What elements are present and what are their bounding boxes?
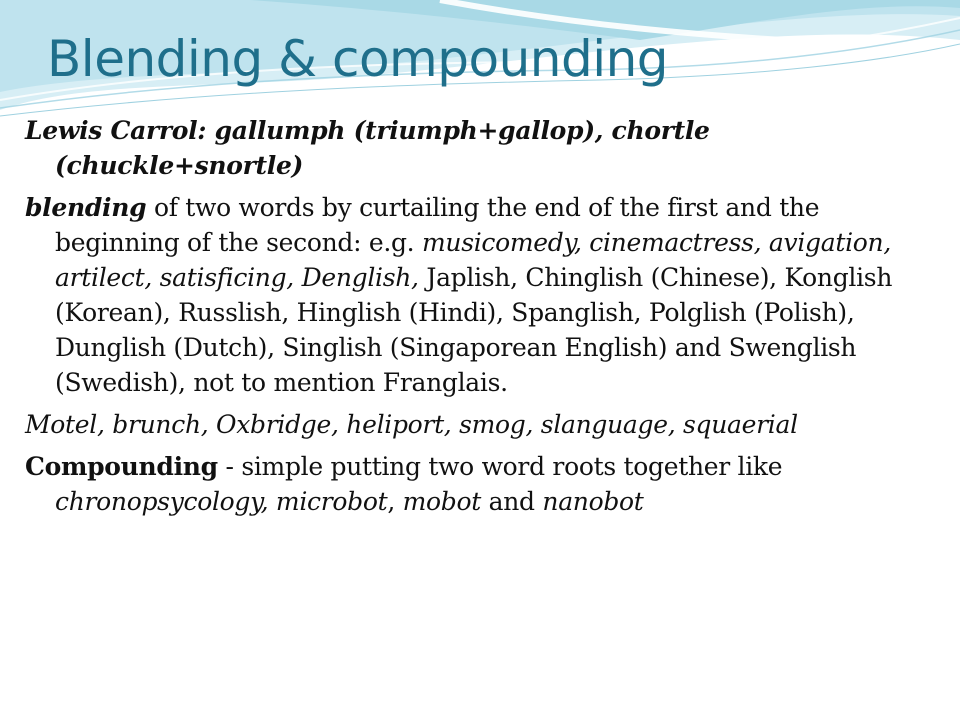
compounding-separator-1: , [387, 487, 403, 516]
compounding-term: Compounding [25, 452, 218, 481]
paragraph-blending [25, 190, 940, 400]
blending-examples-rest: Japlish, Chinglish (Chinese), Konglish (Korean), Russlish, Hinglish (Hindi), Spanglish, Polglish (Polish), Dunglish (Dutch), Singlish (Singaporean English) and Swenglish (Swedish), not to mention Franglais. [55, 263, 893, 397]
compounding-example-1: chronopsycology, microbot [55, 487, 388, 516]
lewis-carrol-text: Lewis Carrol: gallumph (triumph+gallop), chortle (chuckle+snortle) [25, 116, 710, 180]
blending-term: blending [25, 193, 147, 222]
paragraph-blend-examples [25, 407, 940, 442]
blending-definition: of two words by curtailing the end of the first and the beginning of the second: e.g. [55, 193, 820, 257]
blend-examples-text: Motel, brunch, Oxbridge, heliport, smog, slanguage, squaerial [25, 410, 798, 439]
compounding-example-3: nanobot [542, 487, 644, 516]
compounding-example-2: mobot [402, 487, 481, 516]
compounding-definition: - simple putting two word roots together like [217, 452, 783, 481]
blending-examples-italic: musicomedy, cinemactress, avigation, artilect, satisficing, Denglish, [55, 228, 891, 292]
paragraph-compounding [25, 449, 940, 519]
slide-title: Blending & compounding [47, 30, 669, 88]
slide-body [25, 113, 940, 526]
compounding-separator-2: and [480, 487, 543, 516]
paragraph-lewis-carrol [25, 113, 940, 183]
